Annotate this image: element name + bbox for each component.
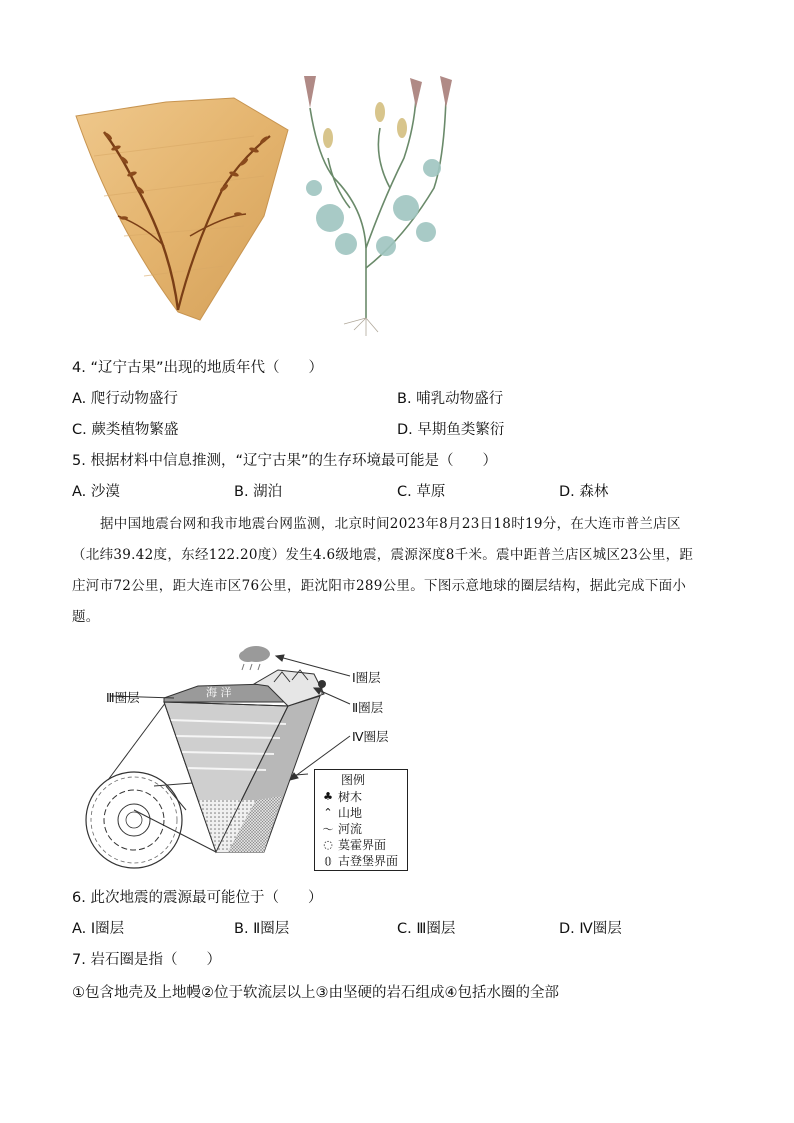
fossil-image bbox=[74, 96, 292, 322]
q4-option-b[interactable]: B. 哺乳动物盛行 bbox=[397, 391, 504, 407]
material-line: 庄河市72公里，距大连市区76公里，距沈阳市289公里。下图示意地球的圈层结构，据此完成下面小 bbox=[72, 578, 687, 594]
q6-option-c[interactable]: C. Ⅲ圈层 bbox=[397, 921, 456, 937]
material-line: 题。 bbox=[72, 609, 100, 625]
q6-option-a[interactable]: A. Ⅰ圈层 bbox=[72, 921, 125, 937]
layer-3-label: Ⅲ圈层 bbox=[106, 690, 140, 705]
q6-option-b[interactable]: B. Ⅱ圈层 bbox=[234, 921, 290, 937]
earth-wedge bbox=[164, 696, 320, 852]
material-paragraph bbox=[72, 509, 732, 633]
material-line: （北纬39.42度，东经122.20度）发生4.6级地震，震源深度8千米。震中距普兰店区城区23公里，距 bbox=[72, 547, 694, 563]
earth-surface-top bbox=[164, 670, 326, 706]
legend-item: ♣ 树木 bbox=[321, 788, 362, 805]
q5-option-c[interactable]: C. 草原 bbox=[397, 484, 446, 500]
q4-option-d[interactable]: D. 早期鱼类繁衍 bbox=[397, 422, 505, 438]
cloud-rain-icon bbox=[239, 646, 270, 670]
material-line: 据中国地震台网和我市地震台网监测，北京时间2023年8月23日18时19分，在大连市普兰店区 bbox=[100, 516, 681, 532]
legend-item: ⌃ 山地 bbox=[321, 804, 362, 821]
q4-stem: 4. “辽宁古果”出现的地质年代（ ） bbox=[72, 360, 323, 376]
ocean-label: 海 洋 bbox=[206, 686, 232, 699]
layer-2-label: Ⅱ圈层 bbox=[352, 700, 384, 715]
tree-icon: ♣ bbox=[323, 790, 333, 803]
q6-stem: 6. 此次地震的震源最可能位于（ ） bbox=[72, 890, 323, 906]
gutenberg-icon: ⦅⦆ bbox=[324, 853, 332, 867]
q6-option-d[interactable]: D. Ⅳ圈层 bbox=[559, 921, 622, 937]
q7-statement: ①包含地壳及上地幔②位于软流层以上③由坚硬的岩石组成④包括水圈的全部 bbox=[72, 985, 559, 1001]
earth-cross-section bbox=[86, 772, 182, 868]
q5-option-b[interactable]: B. 湖泊 bbox=[234, 484, 283, 500]
mountain-icon: ⌃ bbox=[323, 806, 333, 819]
layer-1-label: Ⅰ圈层 bbox=[352, 670, 381, 685]
legend-title: 图例 bbox=[341, 773, 366, 787]
moho-icon: ◌ bbox=[323, 838, 333, 851]
q5-stem: 5. 根据材料中信息推测，“辽宁古果”的生存环境最可能是（ ） bbox=[72, 453, 497, 469]
q4-option-a[interactable]: A. 爬行动物盛行 bbox=[72, 391, 178, 407]
legend-item: ◌ 莫霍界面 bbox=[321, 836, 386, 853]
plant-illustration bbox=[294, 68, 464, 338]
diagram-legend bbox=[314, 769, 408, 871]
q4-option-c[interactable]: C. 蕨类植物繁盛 bbox=[72, 422, 179, 438]
q5-option-d[interactable]: D. 森林 bbox=[559, 484, 609, 500]
q5-option-a[interactable]: A. 沙漠 bbox=[72, 484, 120, 500]
legend-item: ⦅⦆ 古登堡界面 bbox=[321, 852, 398, 869]
legend-item: 〜 河流 bbox=[322, 822, 363, 836]
q7-stem: 7. 岩石圈是指（ ） bbox=[72, 952, 221, 968]
river-icon: 〜 bbox=[322, 822, 334, 836]
layer-4-label: Ⅳ圈层 bbox=[352, 729, 389, 744]
